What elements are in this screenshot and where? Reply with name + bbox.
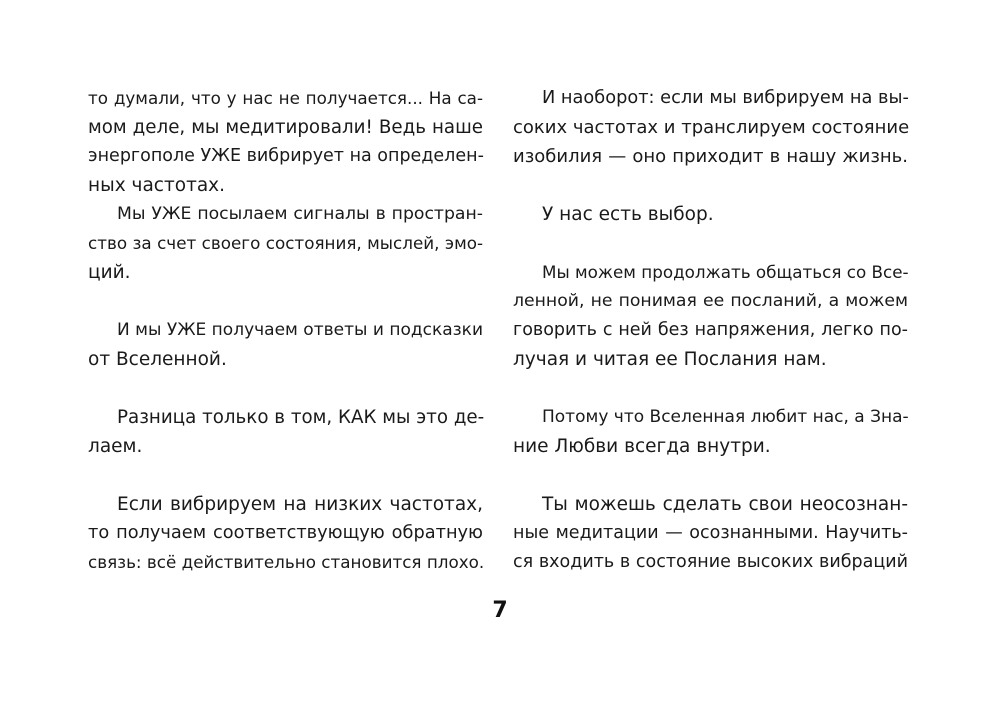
text-line: мом деле, мы медитировали! Ведь наше — [88, 117, 483, 138]
text-line: Ты можешь сделать свои неосознан- — [542, 494, 908, 515]
text-line: соких частотах и транслируем состояние — [513, 117, 910, 138]
right-text-column — [513, 84, 908, 577]
text-line: Если вибрируем на низких частотах, — [117, 494, 483, 515]
text-line: Потому что Вселенная любит нас, а Зна- — [542, 407, 909, 427]
text-line: то получаем соответствующую обратную — [88, 523, 483, 543]
paragraph-spacer — [513, 461, 908, 490]
left-text-column — [88, 84, 483, 577]
text-line: ние Любви всегда внутри. — [513, 436, 771, 457]
text-line: ций. — [88, 262, 131, 283]
text-line: У нас есть выбор. — [542, 204, 714, 225]
paragraph-spacer — [88, 374, 483, 403]
text-line: связь: всё действительно становится плохо. — [88, 552, 485, 572]
text-line: Разница только в том, КАК мы это де- — [117, 407, 485, 428]
text-line: говорить с ней без напряжения, легко по- — [513, 320, 908, 340]
text-line: Мы УЖЕ посылаем сигналы в простран- — [117, 204, 483, 224]
text-line: ные медитации — осознанными. Научить- — [513, 523, 908, 543]
text-line: ство за счет своего состояния, мыслей, эмо- — [88, 233, 483, 253]
paragraph-spacer — [513, 229, 908, 258]
text-line: энергополе УЖЕ вибрирует на определен- — [88, 146, 484, 166]
text-line: И мы УЖЕ получаем ответы и подсказки — [117, 320, 483, 340]
text-line: И наоборот: если мы вибрируем на вы- — [542, 88, 909, 108]
text-line: от Вселенной. — [88, 349, 227, 370]
paragraph-spacer — [88, 461, 483, 490]
paragraph-spacer — [513, 171, 908, 200]
text-line: Мы можем продолжать общаться со Все- — [542, 262, 909, 282]
text-line: ся входить в состояние высоких вибраций — [513, 552, 908, 572]
text-line: ных частотах. — [88, 175, 226, 196]
text-line: то думали, что у нас не получается... На са- — [88, 88, 483, 108]
text-line: лаем. — [88, 436, 143, 457]
text-line: лучая и читая ее Послания нам. — [513, 349, 827, 370]
paragraph-spacer — [88, 287, 483, 316]
text-line: ленной, не понимая ее посланий, а можем — [513, 291, 908, 311]
text-line: изобилия — оно приходит в нашу жизнь. — [513, 146, 908, 167]
paragraph-spacer — [513, 374, 908, 403]
page-number: 7 — [492, 598, 508, 623]
